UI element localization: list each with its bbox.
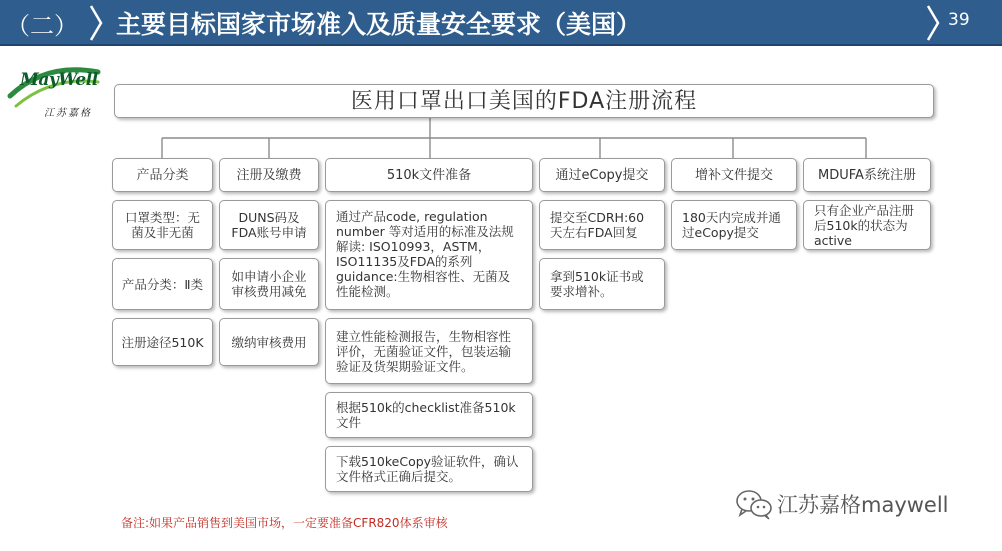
step-test-reports: 建立性能检测报告，生物相容性评价，无菌验证文件，包装运输验证及货架期验证文件。 — [325, 318, 533, 384]
section-number: （二） — [6, 12, 78, 40]
step-certificate: 拿到510k证书或要求增补。 — [539, 258, 665, 310]
step-pay-fee: 缴纳审核费用 — [219, 318, 319, 366]
wechat-icon — [734, 488, 774, 520]
page-number: 39 — [948, 10, 970, 30]
step-mdufa-active: 只有企业产品注册后510k的状态为active — [803, 200, 931, 250]
column-header-ecopy-submit: 通过eCopy提交 — [539, 158, 665, 192]
logo-brand: MayWell — [20, 70, 98, 90]
logo-tagline: 江苏嘉格 — [44, 108, 92, 119]
step-submit-cdrh: 提交至CDRH:60天左右FDA回复 — [539, 200, 665, 250]
footnote: 备注:如果产品销售到美国市场，一定要准备CFR820体系审核 — [121, 516, 448, 530]
step-product-class: 产品分类：Ⅱ类 — [112, 258, 213, 310]
step-checklist: 根据510k的checklist准备510k文件 — [325, 392, 533, 438]
flowchart-title: 医用口罩出口美国的FDA注册流程 — [114, 84, 934, 118]
column-header-supplement: 增补文件提交 — [671, 158, 797, 192]
wechat-watermark: 江苏嘉格maywell — [777, 493, 949, 517]
column-header-registration-fee: 注册及缴费 — [219, 158, 319, 192]
step-ecopy-software: 下载510keCopy验证软件，确认文件格式正确后提交。 — [325, 446, 533, 492]
step-small-business-waiver: 如申请小企业审核费用减免 — [219, 258, 319, 310]
slide-title: 主要目标国家市场准入及质量安全要求（美国） — [116, 10, 642, 39]
column-header-510k-prep: 510k文件准备 — [325, 158, 533, 192]
column-header-mdufa: MDUFA系统注册 — [803, 158, 931, 192]
step-duns-account: DUNS码及FDA账号申请 — [219, 200, 319, 250]
step-supplement-180-days: 180天内完成并通过eCopy提交 — [671, 200, 797, 250]
step-registration-path: 注册途径510K — [112, 318, 213, 366]
step-mask-type: 口罩类型：无菌及非无菌 — [112, 200, 213, 250]
step-standards-review: 通过产品code, regulation number 等对适用的标准及法规解读: ISO10993，ASTM，ISO11135及FDA的系列guidance:生物相容性、无菌及性能检测。 — [325, 200, 533, 310]
column-header-product-classification: 产品分类 — [112, 158, 213, 192]
